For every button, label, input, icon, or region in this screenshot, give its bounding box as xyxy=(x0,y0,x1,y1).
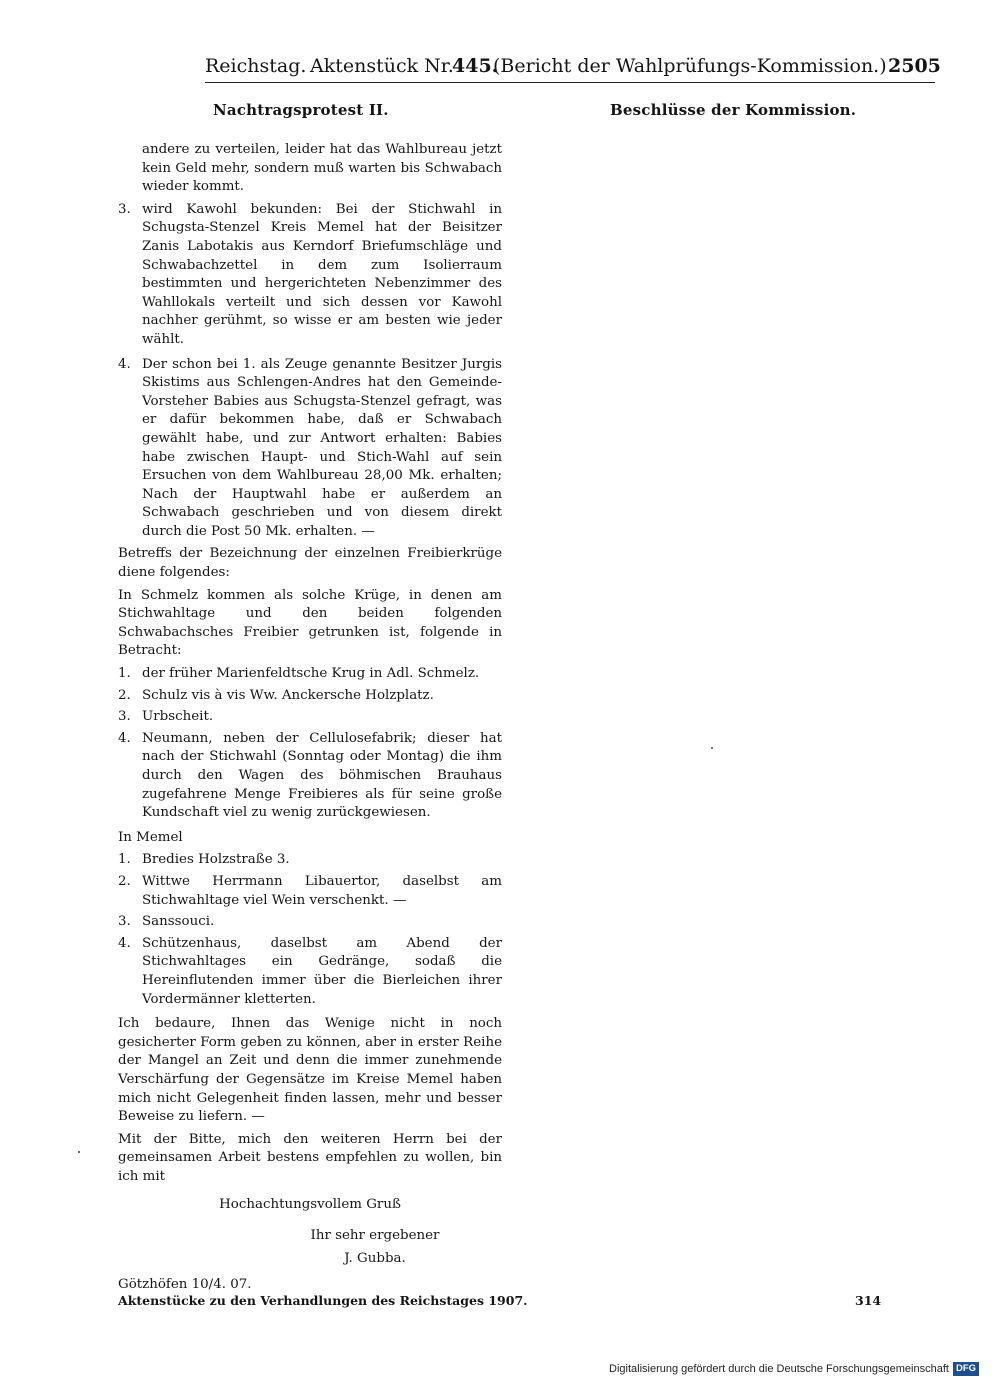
dfg-logo: DFG xyxy=(953,1362,979,1376)
list-item xyxy=(118,201,502,350)
list-item xyxy=(118,873,502,910)
list-item xyxy=(118,913,502,932)
left-column-text xyxy=(118,141,502,1295)
closing-greeting: Hochachtungsvollem Gruß xyxy=(219,1197,401,1213)
list-item-number: 4. xyxy=(118,356,131,372)
list-item-number: 1. xyxy=(118,666,131,682)
signature-name: J. Gubba. xyxy=(344,1250,406,1266)
paragraph-schmelz: In Schmelz kommen als solche Krüge, in denen am Stichwahltage und den beiden folgenden Schwabachsches Freibier getrunken ist, folgende in Betracht: xyxy=(118,587,502,659)
running-header xyxy=(205,51,941,81)
list-item-text: Schützenhaus, daselbst am Abend der Stichwahltages ein Gedränge, sodaß die Hereinflutenden immer über die Bierleichen ihrer Vordermänner kletterten. xyxy=(142,935,502,1007)
numbered-list-schmelz xyxy=(118,665,502,823)
paragraph-betreffs: Betreffs der Bezeichnung der einzelnen Freibierkrüge diene folgendes: xyxy=(118,546,502,581)
list-item-number: 1. xyxy=(118,852,131,868)
list-item-text: wird Kawohl bekunden: Bei der Stichwahl in Schugsta-Stenzel Kreis Memel hat der Beisitzer Zanis Labotakis aus Kerndorf Briefumschläge und Schwabachzettel in dem zum Isolierraum bestimmten und hergerichteten Nebenzimmer des Wahllokals verteilt und sich dessen vor Kawohl nachher gerühmt, so wisse er am besten wie jeder wählt. xyxy=(142,201,502,347)
header-reichstag: Reichstag. xyxy=(205,55,307,77)
signature-line-1: Ihr sehr ergebener xyxy=(310,1228,440,1244)
page-number: 2505 xyxy=(888,55,941,77)
list-item xyxy=(118,665,502,684)
list-item xyxy=(118,356,502,542)
list-item-number: 4. xyxy=(118,730,131,746)
list-item-text: Urbscheit. xyxy=(142,709,214,725)
continuation-paragraph: andere zu verteilen, leider hat das Wahlbureau jetzt kein Geld mehr, sondern muß warten bis Schwabach wieder kommt. xyxy=(142,142,502,195)
list-item-text: Neumann, neben der Cellulosefabrik; dieser hat nach der Stichwahl (Sonntag oder Montag) die ihm durch den Wagen des böhmischen Brauhaus zugefahrene Menge Freibieres als für seine große Kundschaft viel zu wenig zurückgewiesen. xyxy=(142,730,502,821)
footer-title: Aktenstücke zu den Verhandlungen des Reichstages 1907. xyxy=(118,1293,528,1308)
right-column-heading: Beschlüsse der Kommission. xyxy=(610,101,857,119)
list-item xyxy=(118,730,502,823)
list-item-number: 2. xyxy=(118,687,131,703)
list-item-number: 3. xyxy=(118,914,131,930)
list-item-number: 3. xyxy=(118,201,131,217)
paragraph-bitte: Mit der Bitte, mich den weiteren Herrn bei der gemeinsamen Arbeit bestens empfehlen zu wollen, bin ich mit xyxy=(118,1131,502,1184)
list-item xyxy=(118,851,502,870)
list-item-text: Schulz vis à vis Ww. Anckersche Holzplatz. xyxy=(142,687,434,703)
list-item-text: Sanssouci. xyxy=(142,914,215,930)
left-column-heading: Nachtragsprotest II. xyxy=(213,101,389,119)
scan-speck xyxy=(711,747,713,749)
credit-text: Digitalisierung gefördert durch die Deutsche Forschungsgemeinschaft xyxy=(609,1363,949,1375)
list-item-number: 3. xyxy=(118,709,131,725)
list-item-text: Der schon bei 1. als Zeuge genannte Besitzer Jurgis Skistims aus Schlengen-Andres hat den Gemeinde-Vorsteher Babies aus Schugsta-Stenzel gefragt, was er dafür bekommen habe, daß er Schwabach gewählt habe, und zur Antwort erhalten: Babies habe zwischen Haupt- und Stich-Wahl auf sein Ersuchen von dem Wahlbureau 28,00 Mk. erhalten; Nach der Hauptwahl habe er außerdem an Schwabach geschrieben und von diesem direkt durch die Post 50 Mk. erhalten. — xyxy=(142,356,502,539)
list-item xyxy=(118,687,502,706)
list-item xyxy=(118,708,502,727)
list-item-text: Bredies Holzstraße 3. xyxy=(142,852,290,868)
paragraph-bedaure: Ich bedaure, Ihnen das Wenige nicht in noch gesicherter Form geben zu können, aber in erster Reihe der Mangel an Zeit und denn die immer zunehmende Verschärfung der Gegensätze im Kreise Memel haben mich nicht Gelegenheit finden lassen, mehr und besser Beweise zu liefern. — xyxy=(118,1016,502,1125)
place-date: Götzhöfen 10/4. 07. xyxy=(118,1277,252,1293)
header-rule xyxy=(205,82,935,83)
list-item xyxy=(118,935,502,1009)
footer-sheet-number: 314 xyxy=(855,1293,882,1308)
header-title: (Bericht der Wahlprüfungs-Kommission.) xyxy=(493,55,887,77)
numbered-list-witnesses xyxy=(118,201,502,542)
numbered-list-memel xyxy=(118,851,502,1009)
list-item-text: Wittwe Herrmann Libauertor, daselbst am Stichwahltage viel Wein verschenkt. — xyxy=(142,873,502,908)
scan-speck xyxy=(78,1151,80,1153)
header-doc-label: Aktenstück Nr. xyxy=(310,55,454,77)
list-item-text: der früher Marienfeldtsche Krug in Adl. Schmelz. xyxy=(142,666,480,682)
list-item-number: 2. xyxy=(118,873,131,889)
digitization-credit xyxy=(609,1362,979,1376)
paragraph-memel: In Memel xyxy=(118,829,183,845)
list-item-number: 4. xyxy=(118,935,131,951)
header-doc-number: 445. xyxy=(452,55,499,77)
